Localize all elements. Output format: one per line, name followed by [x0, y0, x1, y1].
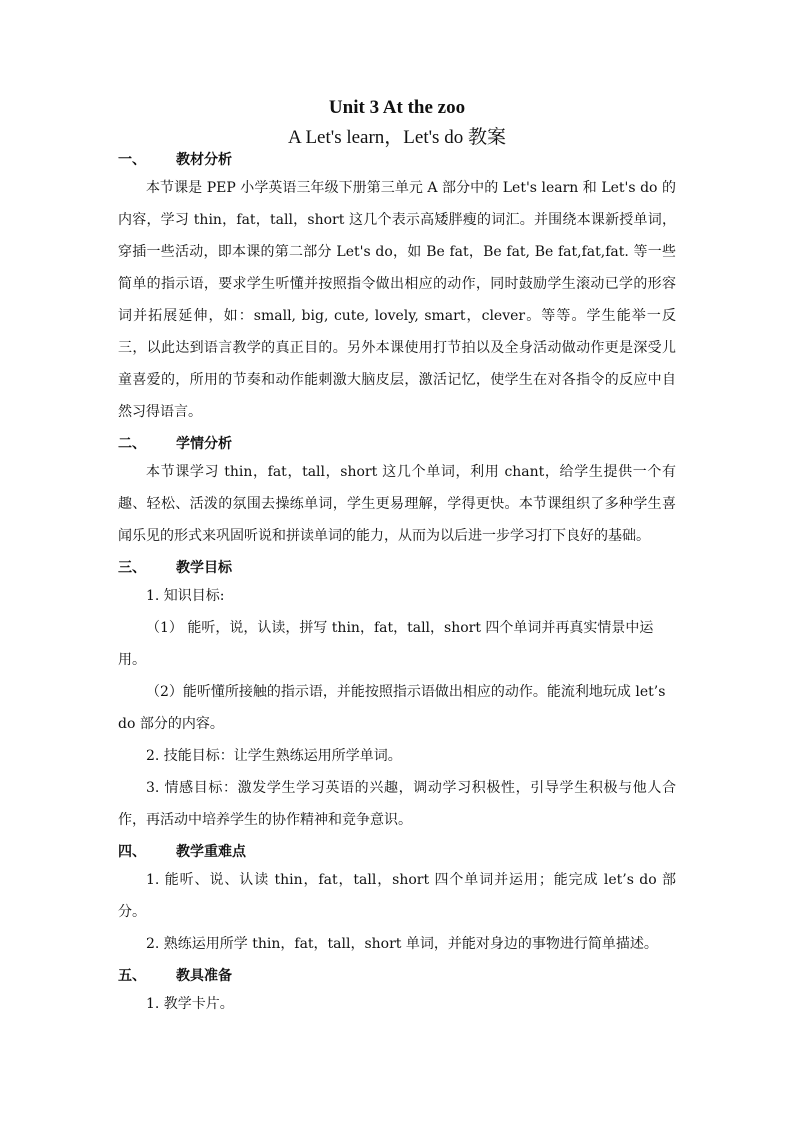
paragraph: 本节课是 PEP 小学英语三年级下册第三单元 A 部分中的 Let's learn 和 Let's do 的内容，学习 thin，fat，tall，short 这几个表示高矮胖瘦的词汇。并围绕本课新授单词，穿插一些活动，即本课的第二部分 Let's do，如 Be fat，Be fat, Be fat,fat,fat. 等一些简单的指示语，要求学生听懂并按照指令做出相应的动作，同时鼓励学生滚动已学的形容词并拓展延伸，如：small, big, cute, lovely, smart，clever。等等。学生能举一反三，以此达到语言教学的真正目的。另外本课使用打节拍以及全身活动做动作更是深受儿童喜爱的，所用的节奏和动作能刺激大脑皮层，激活记忆，使学生在对各指令的反应中自然习得语言。 [118, 180, 676, 420]
section-number: 二、 [118, 436, 146, 452]
section-heading [118, 432, 676, 456]
section-title: 学情分析 [176, 436, 232, 452]
paragraph: 1. 能听、说、认读 thin，fat，tall，short 四个单词并运用；能完成 let’s do 部分。 [118, 872, 676, 920]
paragraph: 3. 情感目标：激发学生学习英语的兴趣，调动学习积极性，引导学生积极与他人合作，再活动中培养学生的协作精神和竞争意识。 [118, 780, 676, 828]
paragraph: 1. 教学卡片。 [146, 996, 234, 1012]
section-heading [118, 556, 676, 580]
section-heading [118, 840, 676, 864]
document-body [118, 144, 676, 1020]
section-title: 教学重难点 [176, 844, 246, 860]
document-title: Unit 3 At the zoo [328, 97, 466, 118]
section-number: 三、 [118, 560, 146, 576]
paragraph: 2. 熟练运用所学 thin，fat，tall，short 单词，并能对身边的事物进行简单描述。 [146, 936, 658, 952]
section-title: 教具准备 [176, 968, 232, 984]
section-number: 一、 [118, 152, 146, 168]
paragraph: 本节课学习 thin，fat，tall，short 这几个单词，利用 chant，给学生提供一个有趣、轻松、活泼的氛围去操练单词，学生更易理解，学得更快。本节课组织了多种学生喜闻乐见的形式来巩固听说和拼读单词的能力，从而为以后进一步学习打下良好的基础。 [118, 464, 676, 544]
paragraph: （2）能听懂所接触的指示语，并能按照指示语做出相应的动作。能流利地玩成 let’s do 部分的内容。 [118, 684, 666, 732]
paragraph: 1. 知识目标: [146, 588, 225, 604]
document-subtitle: A Let's learn，Let's do 教案 [288, 127, 506, 148]
section-heading [118, 964, 676, 988]
section-heading [118, 148, 676, 172]
paragraph: 2. 技能目标：让学生熟练运用所学单词。 [146, 748, 402, 764]
paragraph: （1） 能听，说，认读，拼写 thin，fat，tall，short 四个单词并再真实情景中运用。 [118, 620, 654, 668]
section-number: 五、 [118, 968, 146, 984]
section-number: 四、 [118, 844, 146, 860]
section-title: 教材分析 [176, 152, 232, 168]
section-title: 教学目标 [176, 560, 232, 576]
